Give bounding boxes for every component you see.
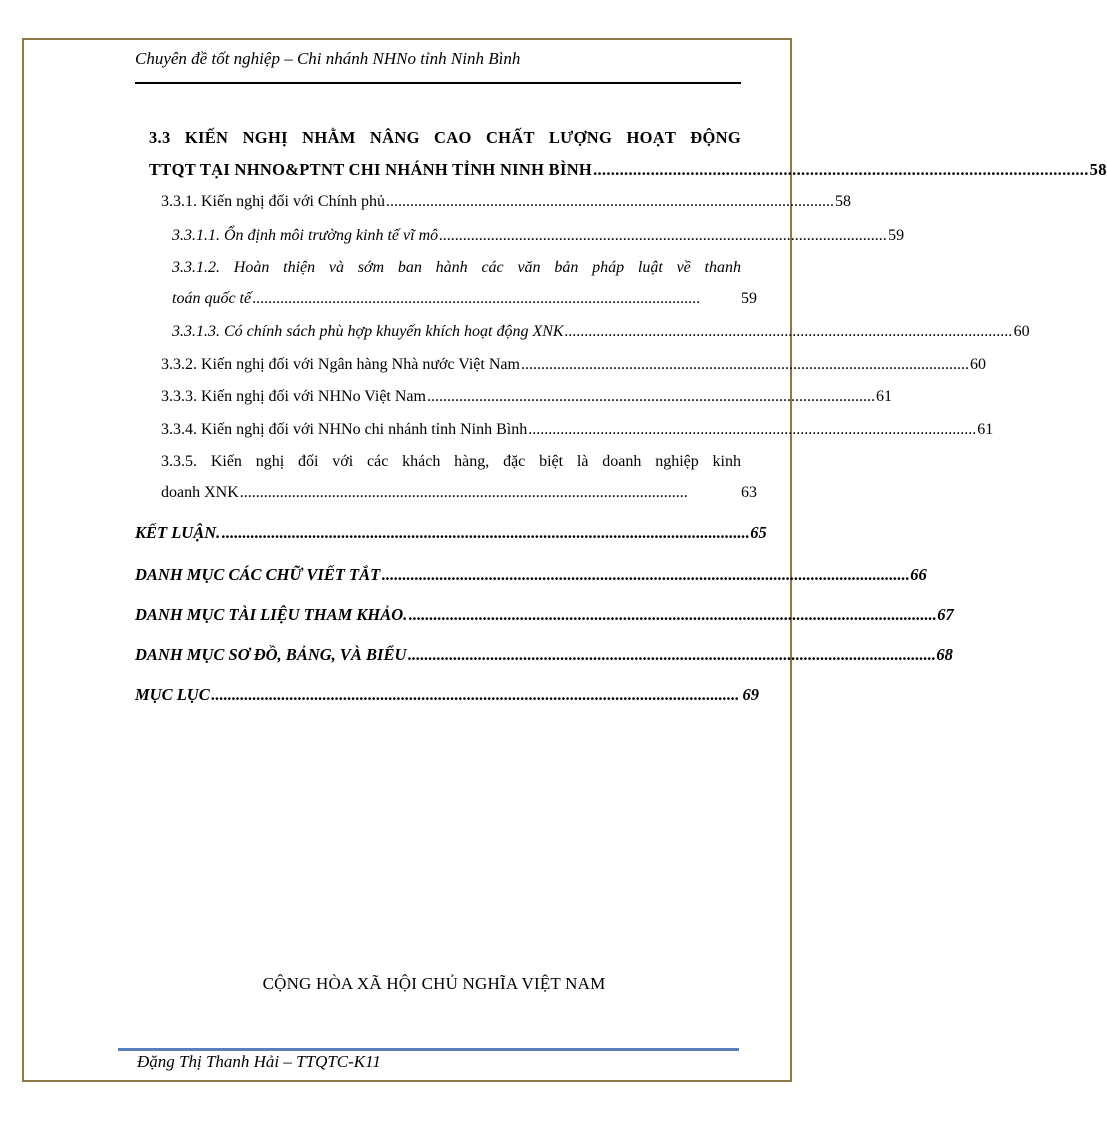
dot-leader: ................................................................................................................................ [221, 523, 750, 542]
dot-leader: ................................................................................................................ [439, 227, 888, 244]
toc-page-number: 61 [977, 421, 994, 438]
toc-page-number: 59 [741, 290, 757, 307]
toc-entry-label: 3.3 KIẾN NGHỊ NHẰM NÂNG CAO CHẤT LƯỢNG HOẠT ĐỘNG [149, 128, 741, 147]
toc-entry-label: DANH MỤC CÁC CHỮ VIẾT TẮT [135, 565, 381, 584]
dot-leader: ................................................................................................................ [386, 193, 835, 210]
running-footer: Đặng Thị Thanh Hải – TTQTC-K11 [137, 1052, 381, 1071]
toc-entry-label: 3.3.1. Kiến nghị đối với Chính phủ [161, 193, 386, 210]
dot-leader: ................................................................................................................ [426, 388, 875, 405]
toc-entry-so-do-bang-bieu[interactable] [135, 645, 953, 665]
toc-entry-3-3-3[interactable] [161, 388, 892, 406]
toc-entry-3-3-5-line2[interactable] [161, 484, 757, 502]
toc-page-number: 69 [742, 685, 759, 704]
toc-entry-3-3-2[interactable] [161, 356, 986, 374]
toc-entry-3-3-1-2-line1[interactable] [172, 259, 741, 277]
dot-leader: ................................................................................................................ [528, 421, 977, 438]
toc-entry-label: doanh XNK [161, 484, 239, 501]
toc-entry-3-3-4[interactable] [161, 421, 994, 439]
footer-divider [118, 1048, 739, 1051]
dot-leader: ................................................................................................................................ [381, 565, 910, 584]
toc-entry-3-3-1-1[interactable] [172, 227, 905, 245]
toc-entry-label: 3.3.1.2. Hoàn thiện và sớm ban hành các văn bản pháp luật về thanh [172, 259, 741, 276]
dot-leader: ................................................................................................................ [564, 323, 1013, 340]
toc-entry-label: 3.3.3. Kiến nghị đối với NHNo Việt Nam [161, 388, 426, 405]
toc-entry-muc-luc[interactable] [135, 685, 759, 705]
toc-entry-tai-lieu-tham-khao[interactable] [135, 605, 954, 625]
toc-entry-label: 3.3.1.1. Ổn định môi trường kinh tế vĩ mô [172, 227, 439, 244]
toc-entry-3-3-5-line1[interactable] [161, 453, 741, 471]
dot-leader: ................................................................................................................................ [407, 645, 936, 664]
toc-entry-label: TTQT TẠI NHNO&PTNT CHI NHÁNH TỈNH NINH BÌNH [149, 160, 593, 179]
toc-page-number: 61 [875, 388, 892, 405]
toc-entry-label: 3.3.1.3. Có chính sách phù hợp khuyến khích hoạt động XNK [172, 323, 564, 340]
toc-entry-label: 3.3.2. Kiến nghị đối với Ngân hàng Nhà nước Việt Nam [161, 356, 520, 373]
toc-page-number: 60 [1013, 323, 1030, 340]
header-divider [135, 82, 741, 84]
toc-entry-3-3-1[interactable] [161, 193, 852, 211]
dot-leader: ................................................................................................................................ [408, 605, 937, 624]
toc-page-number: 59 [888, 227, 905, 244]
toc-page-number: 58 [835, 193, 852, 210]
toc-entry-label: KẾT LUẬN. [135, 523, 221, 542]
toc-entry-label: 3.3.4. Kiến nghị đối với NHNo chi nhánh tỉnh Ninh Bình [161, 421, 528, 438]
toc-entry-label: DANH MỤC TÀI LIỆU THAM KHẢO. [135, 605, 408, 624]
toc-page-number: 66 [910, 565, 927, 584]
toc-entry-label: 3.3.5. Kiến nghị đối với các khách hàng, đặc biệt là doanh nghiệp kinh [161, 453, 741, 470]
toc-page-number: 65 [750, 523, 767, 542]
running-header: Chuyên đề tốt nghiệp – Chi nhánh NHNo tỉnh Ninh Bình [135, 49, 521, 68]
toc-entry-3-3-1-2-line2[interactable] [172, 290, 757, 308]
toc-entry-3-3-line2[interactable] [149, 160, 1107, 180]
toc-entry-ket-luan[interactable] [135, 523, 767, 543]
toc-page-number: 67 [937, 605, 954, 624]
dot-leader: ................................................................................................................ [239, 484, 688, 501]
toc-page-number: 58 [1089, 160, 1107, 179]
toc-entry-label: toán quốc tế [172, 290, 252, 307]
dot-leader: ................................................................................................................................ [210, 685, 739, 704]
national-motto: CỘNG HÒA XÃ HỘI CHỦ NGHĨA VIỆT NAM [262, 974, 606, 993]
toc-page-number: 60 [969, 356, 986, 373]
toc-page-number: 68 [936, 645, 953, 664]
toc-entry-3-3-1-3[interactable] [172, 323, 1030, 341]
toc-entry-chu-viet-tat[interactable] [135, 565, 927, 585]
toc-entry-label: DANH MỤC SƠ ĐỒ, BẢNG, VÀ BIỂU [135, 645, 407, 664]
toc-entry-label: MỤC LỤC [135, 685, 210, 704]
toc-page-number: 63 [741, 484, 757, 501]
dot-leader: ................................................................................................................ [520, 356, 969, 373]
toc-entry-3-3-line1[interactable] [149, 128, 741, 148]
dot-leader: ................................................................................................................ [252, 290, 701, 307]
dot-leader: ................................................................................................................ [593, 160, 1089, 179]
